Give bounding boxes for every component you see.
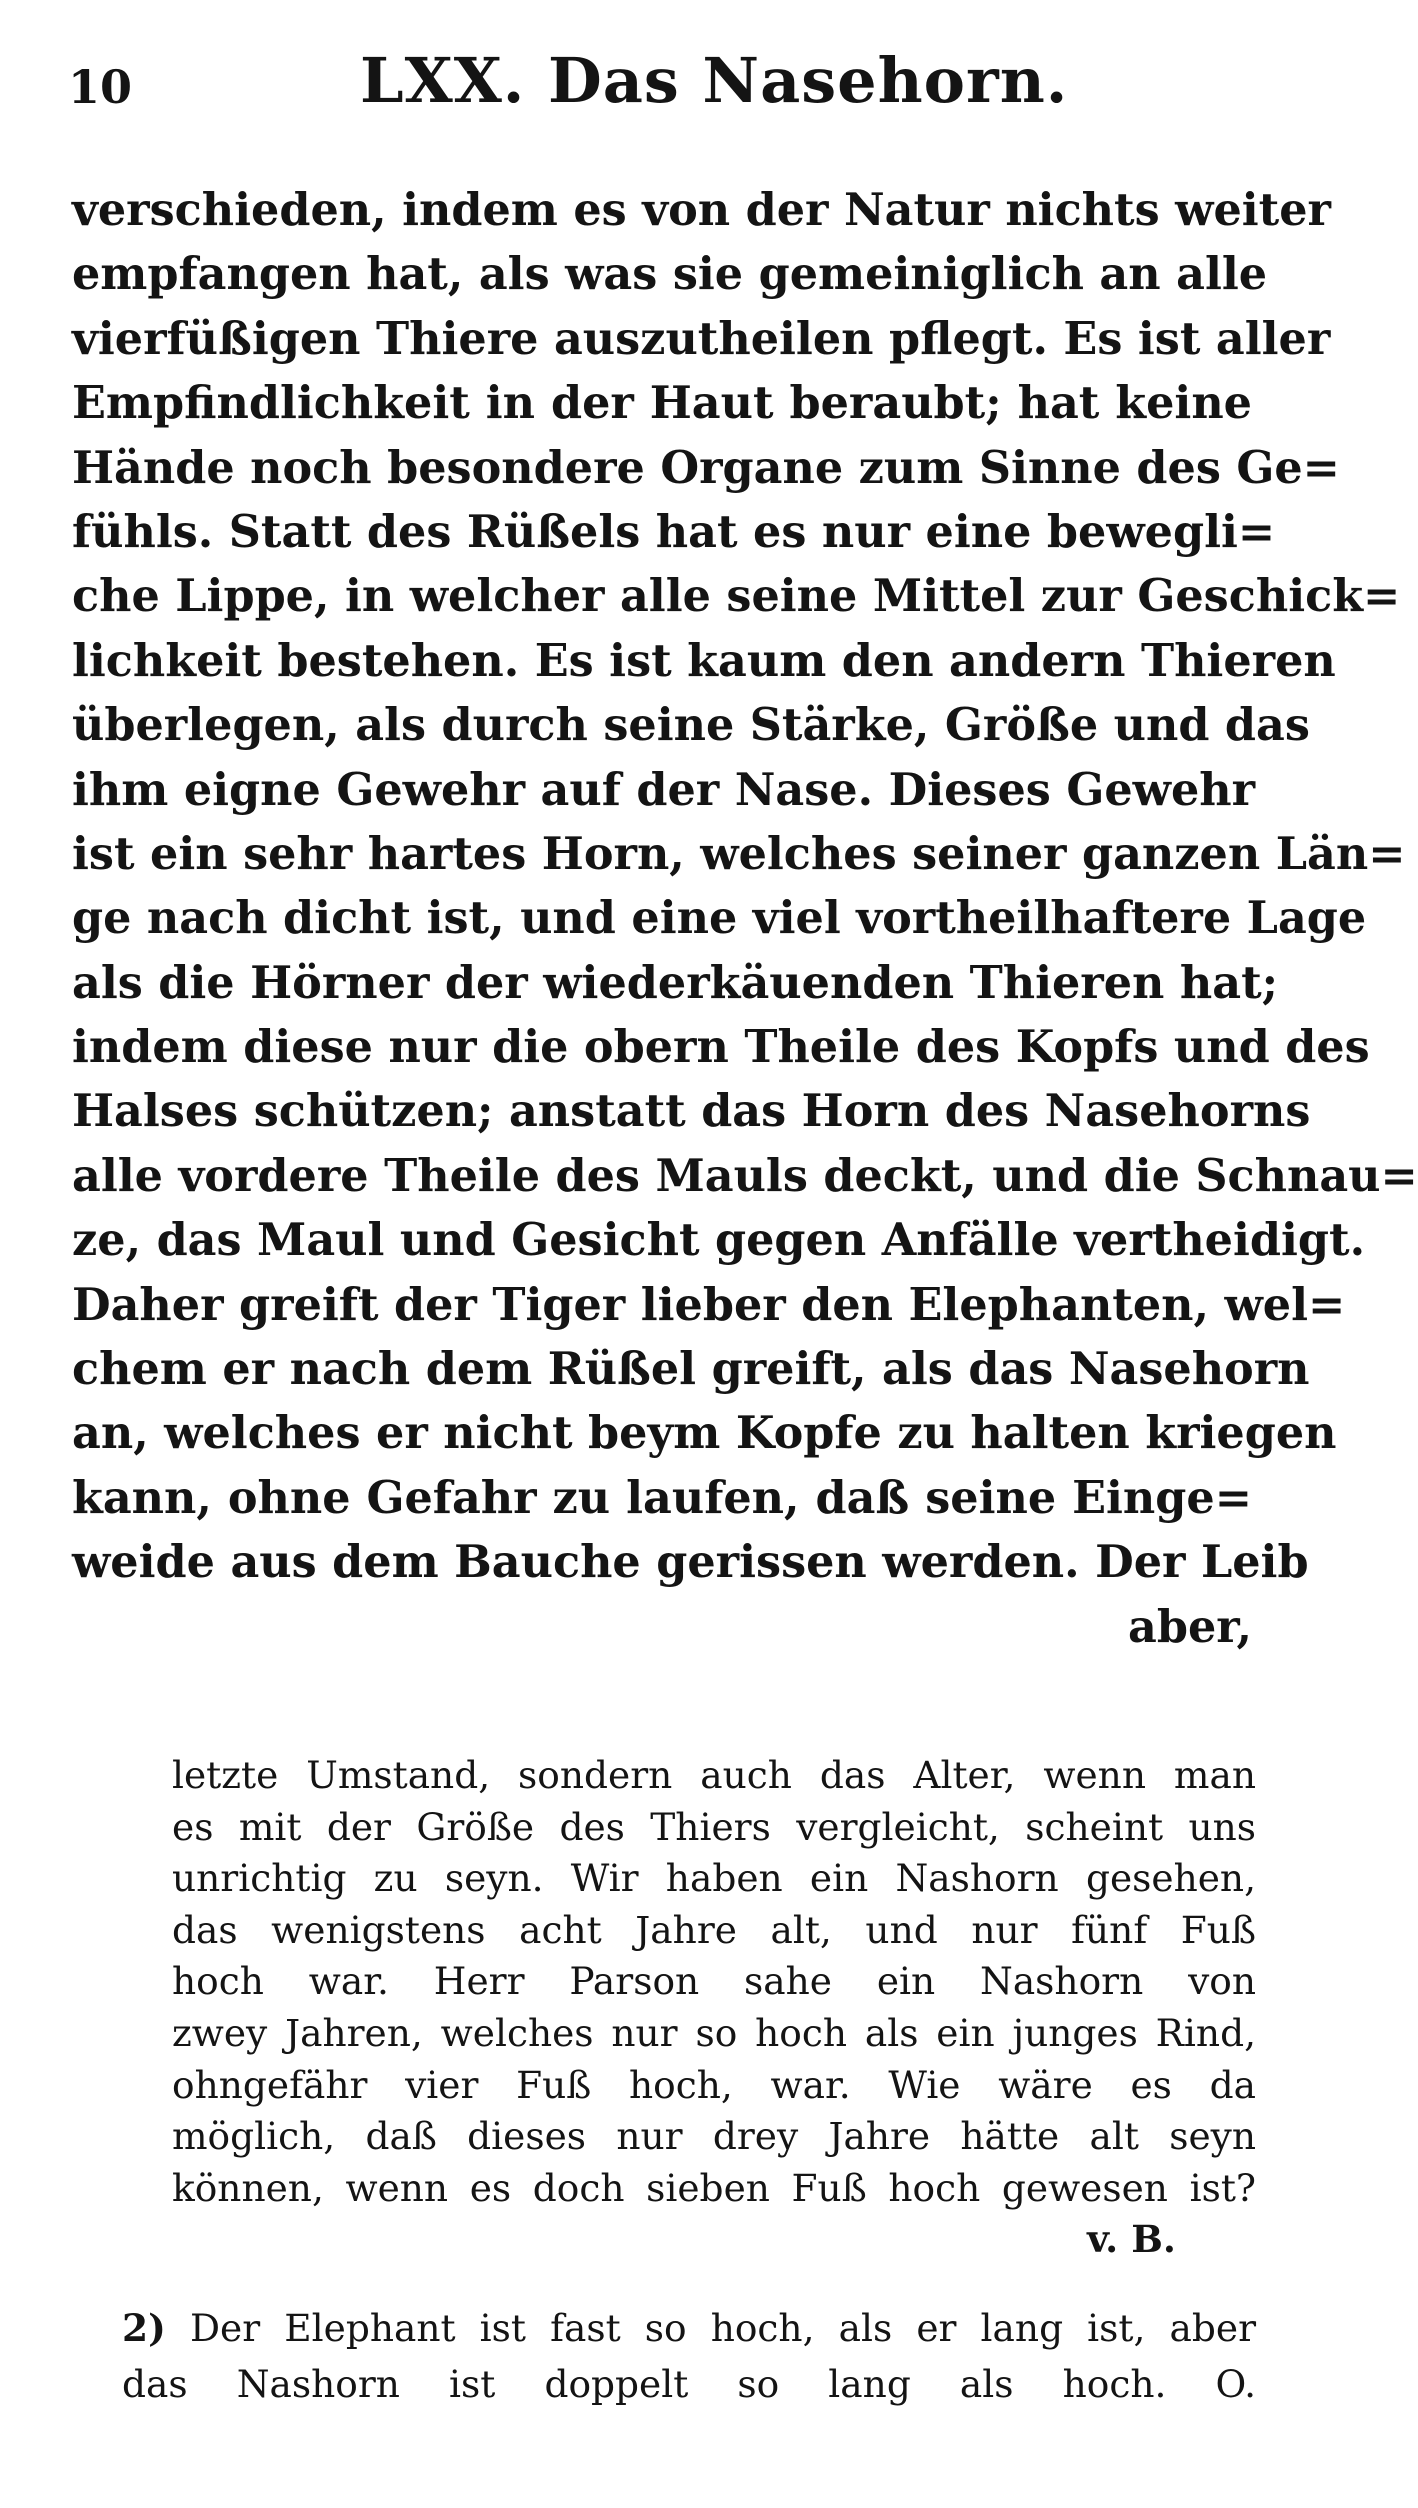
running-title: LXX. Das Nasehorn.: [360, 44, 1069, 117]
footnote-signature: O.: [1215, 2362, 1256, 2406]
footnote-line: hoch war. Herr Parson sahe ein Nashorn von: [172, 1959, 1256, 2004]
footnote-continued: [172, 1750, 1256, 2266]
footnote-line: [122, 2300, 1256, 2356]
text-line: chem er nach dem Rüßel greift, als das Nasehorn: [72, 1343, 1310, 1396]
footnote-line: zwey Jahren, welches nur so hoch als ein junges Rind,: [172, 2010, 1256, 2055]
page-number: 10: [68, 60, 133, 114]
text-line: fühls. Statt des Rüßels hat es nur eine bewegli=: [72, 505, 1276, 558]
footnote-line: das wenigstens acht Jahre alt, und nur fünf Fuß: [172, 1907, 1256, 1952]
footnote-line: können, wenn es doch sieben Fuß hoch gewesen ist?: [172, 2165, 1256, 2210]
footnote-line: unrichtig zu seyn. Wir haben ein Nashorn gesehen,: [172, 1856, 1256, 1901]
text-line: indem diese nur die obern Theile des Kopfs und des: [72, 1021, 1370, 1074]
text-line: weide aus dem Bauche gerissen werden. Der Leib: [72, 1536, 1309, 1589]
text-line: Hände noch besondere Organe zum Sinne des Ge=: [72, 441, 1340, 494]
text-line: ge nach dicht ist, und eine viel vortheilhaftere Lage: [72, 892, 1367, 945]
text-line: empfangen hat, als was sie gemeiniglich an alle: [72, 248, 1268, 301]
footnote-text: Der Elephant ist fast so hoch, als er lang ist, aber: [189, 2306, 1257, 2350]
text-line: verschieden, indem es von der Natur nichts weiter: [72, 184, 1331, 236]
footnote-line: letzte Umstand, sondern auch das Alter, wenn man: [172, 1753, 1256, 1797]
text-line: che Lippe, in welcher alle seine Mittel zur Geschick=: [72, 570, 1401, 623]
footnote-signature: v. B.: [1087, 2217, 1176, 2262]
text-line: alle vordere Theile des Mauls deckt, und die Schnau=: [72, 1149, 1418, 1202]
footnote-line: es mit der Größe des Thiers vergleicht, scheint uns: [172, 1804, 1256, 1849]
footnote-line: ohngefähr vier Fuß hoch, war. Wie wäre es da: [172, 2062, 1256, 2107]
text-line: überlegen, als durch seine Stärke, Größe und das: [72, 699, 1310, 752]
text-line: lichkeit bestehen. Es ist kaum den andern Thieren: [72, 634, 1336, 687]
text-line: Daher greift der Tiger lieber den Elephanten, wel=: [72, 1278, 1346, 1331]
text-line: an, welches er nicht beym Kopfe zu halten kriegen: [72, 1407, 1337, 1460]
text-line: Halses schützen; anstatt das Horn des Nasehorns: [72, 1085, 1311, 1138]
footnote-line: möglich, daß dieses nur drey Jahre hätte alt seyn: [172, 2114, 1256, 2159]
footnote-text: das Nashorn ist doppelt so lang als hoch.: [122, 2362, 1167, 2406]
text-line: ihm eigne Gewehr auf der Nase. Dieses Gewehr: [72, 763, 1256, 816]
footnote-line: [122, 2356, 1256, 2412]
text-line: ze, das Maul und Gesicht gegen Anfälle vertheidigt.: [72, 1214, 1366, 1267]
text-line: vierfüßigen Thiere auszutheilen pflegt. Es ist aller: [72, 312, 1331, 365]
catchword: aber,: [1128, 1600, 1252, 1653]
text-line: als die Hörner der wiederkäuenden Thieren hat;: [72, 956, 1279, 1009]
text-line: kann, ohne Gefahr zu laufen, daß seine Einge=: [72, 1471, 1252, 1524]
text-line: Empfindlichkeit in der Haut beraubt; hat keine: [72, 377, 1252, 430]
page-header: [68, 38, 1248, 128]
footnote-marker: 2): [122, 2306, 166, 2350]
main-text-block: [72, 178, 1418, 1659]
footnote-2: [122, 2300, 1256, 2412]
text-line: ist ein sehr hartes Horn, welches seiner ganzen Län=: [72, 827, 1406, 880]
